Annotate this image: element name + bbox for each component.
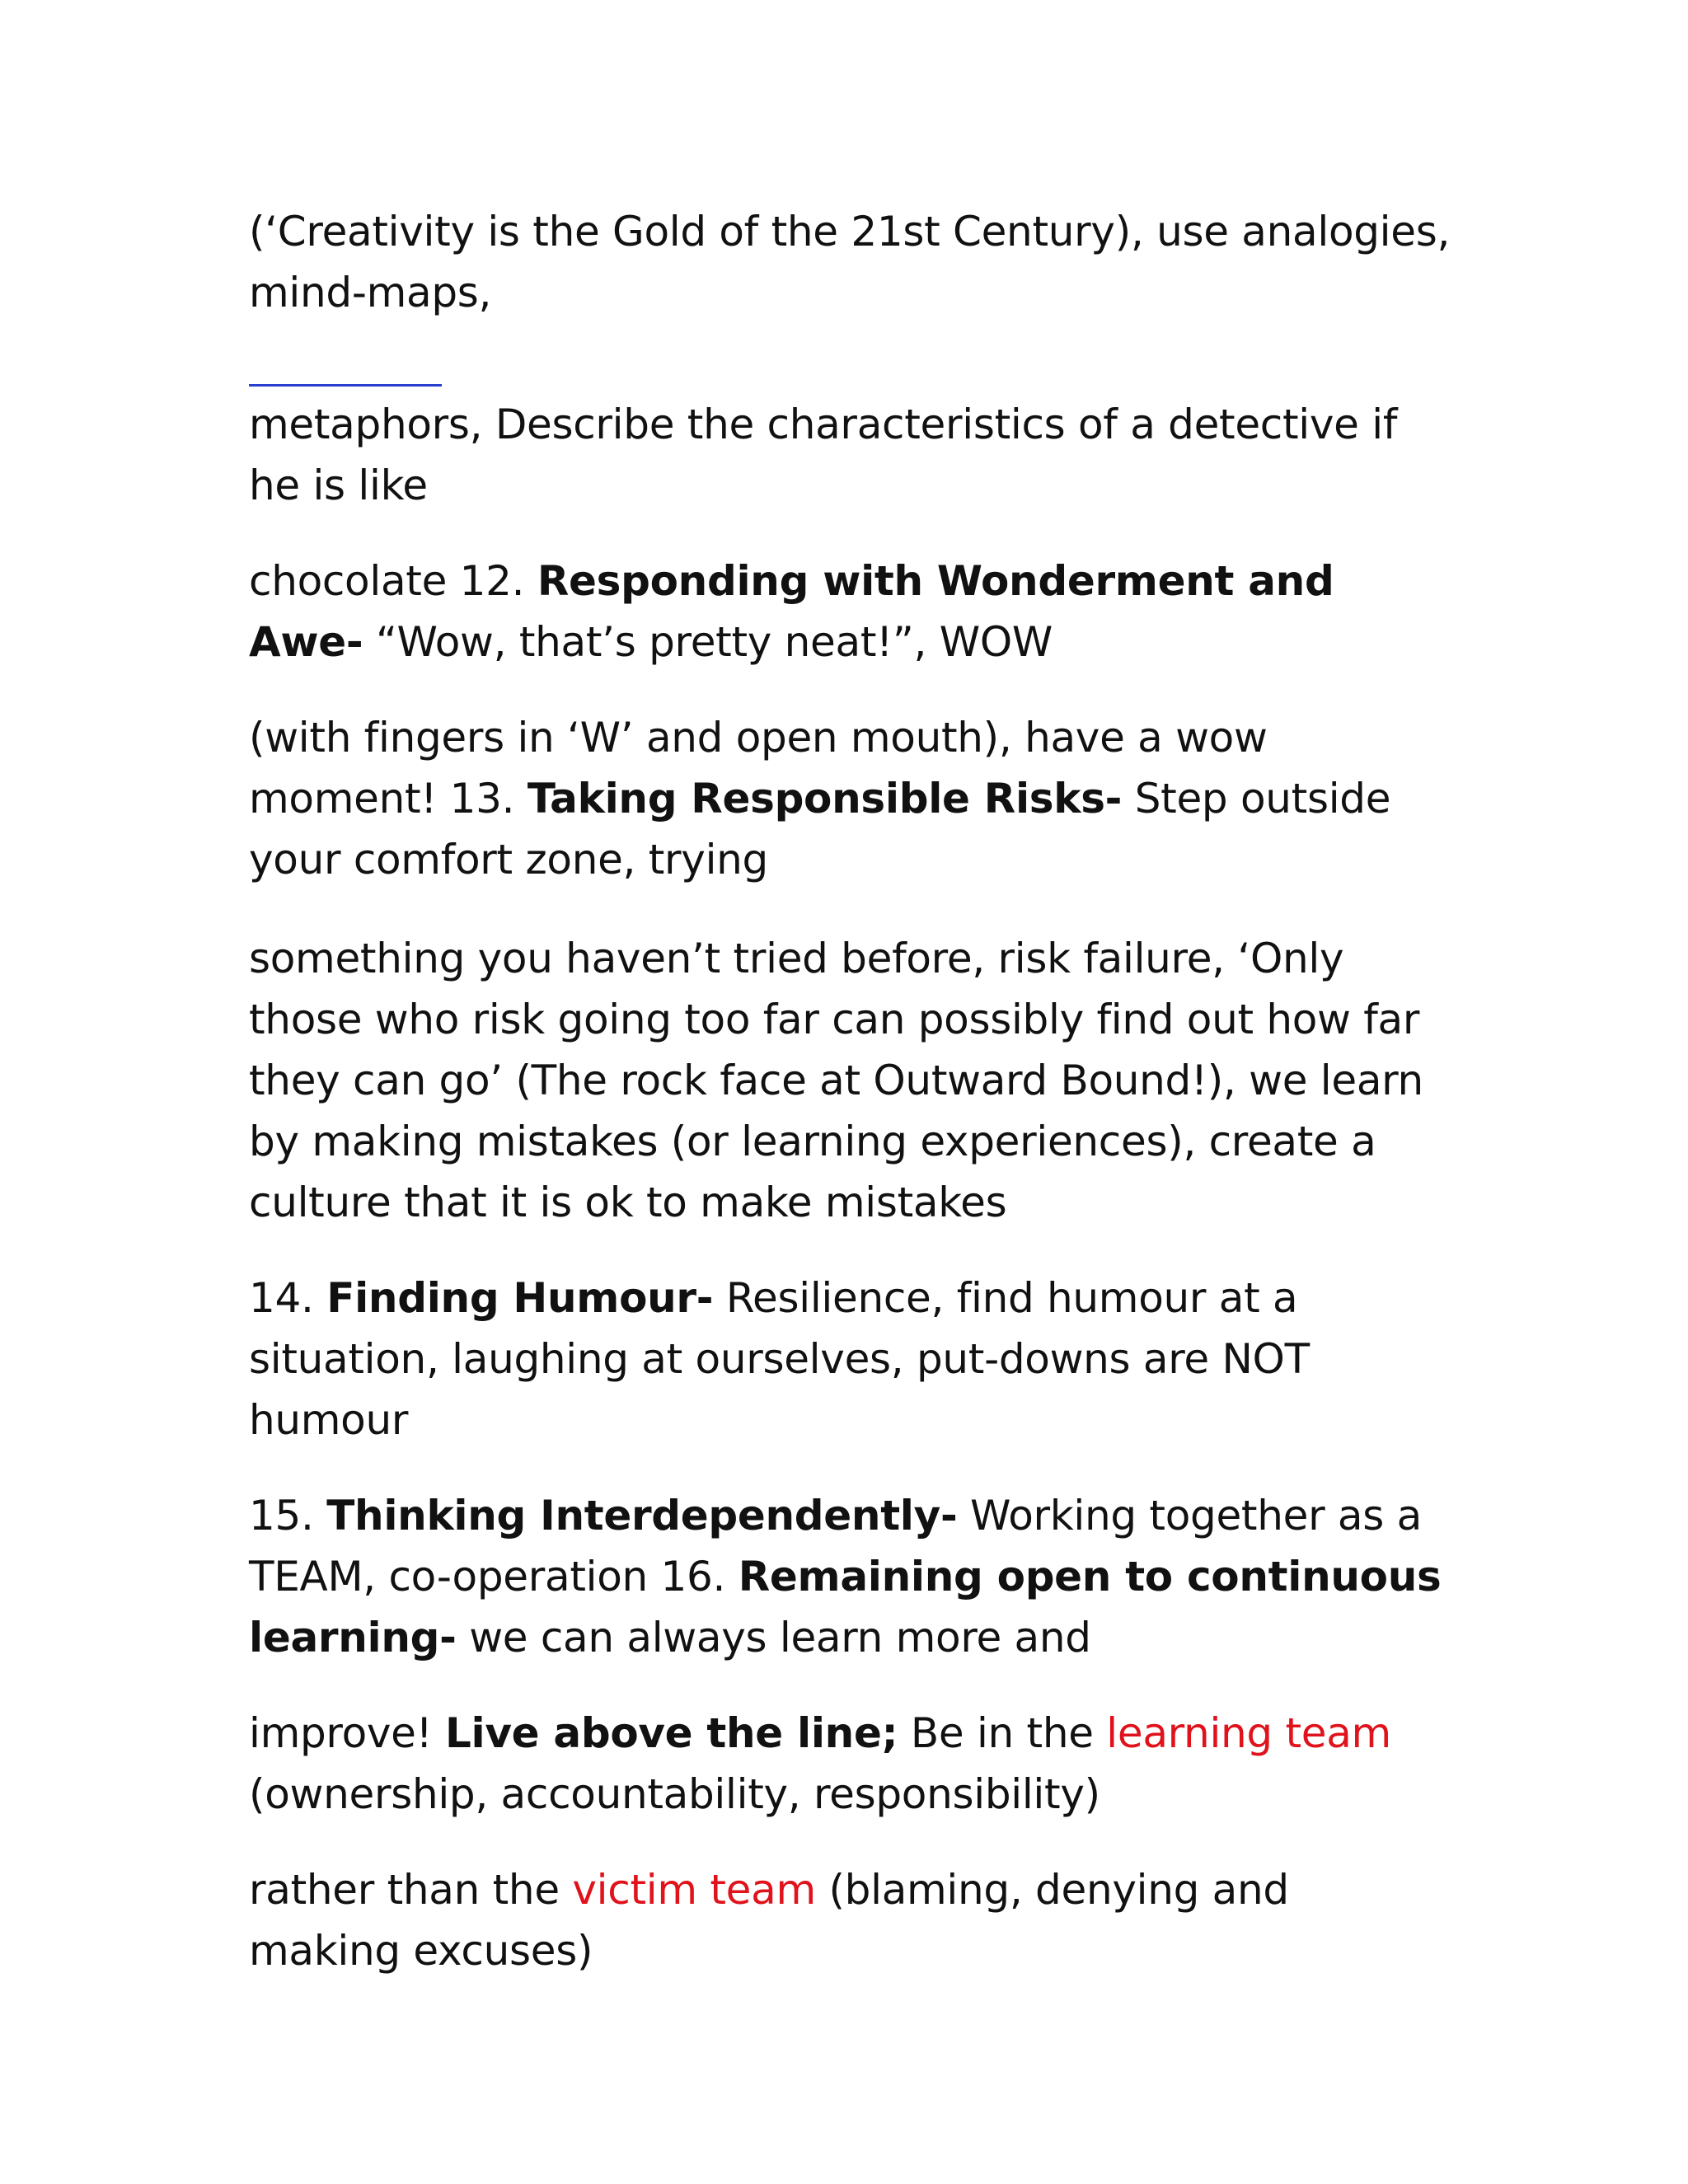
paragraph-interdependently — [249, 1485, 1452, 1668]
heading-continuous-learning: Remaining open to continuous learning- — [249, 1553, 1442, 1661]
paragraph-interdependently-body: Working together as a TEAM, co-operation 16. — [249, 1492, 1422, 1601]
paragraph-humour — [249, 1268, 1452, 1451]
paragraph-above-the-line-mid: Be in the — [898, 1709, 1107, 1757]
paragraph-wonderment — [249, 551, 1452, 673]
paragraph-above-the-line-lead: improve! — [249, 1709, 445, 1757]
paragraph-creativity-text: (‘Creativity is the Gold of the 21st Century), use analogies, mind-maps, — [249, 208, 1451, 316]
paragraph-risks — [249, 707, 1452, 890]
paragraph-humour-lead: 14. — [249, 1274, 327, 1322]
heading-humour: Finding Humour- — [326, 1274, 714, 1322]
paragraph-mistakes — [249, 928, 1452, 1233]
paragraph-continuous-learning-body: we can always learn more and — [456, 1614, 1091, 1661]
paragraph-creativity — [249, 201, 1452, 323]
learning-team-highlight: learning team — [1106, 1709, 1391, 1757]
paragraph-above-the-line — [249, 1703, 1452, 1825]
paragraph-metaphors-text: metaphors, Describe the characteristics of a detective if he is like — [249, 401, 1398, 509]
paragraph-victim-team — [249, 1859, 1452, 1981]
paragraph-wonderment-body: “Wow, that’s pretty neat!”, WOW — [363, 618, 1053, 666]
paragraph-above-the-line-body: (ownership, accountability, responsibility) — [249, 1770, 1100, 1818]
paragraph-risks-lead: (with fingers in ‘W’ and open mouth), have a wow moment! 13. — [249, 714, 1268, 823]
paragraph-wonderment-lead: chocolate 12. — [249, 557, 537, 605]
heading-risks: Taking Responsible Risks- — [527, 775, 1123, 823]
paragraph-victim-team-body: (blaming, denying and making excuses) — [249, 1866, 1289, 1975]
paragraph-humour-body: Resilience, find humour at a situation, laughing at ourselves, put-downs are NOT humour — [249, 1274, 1310, 1444]
victim-team-highlight: victim team — [572, 1866, 816, 1914]
link-underline-rule — [249, 384, 442, 387]
paragraph-risks-body: Step outside your comfort zone, trying — [249, 775, 1391, 883]
heading-interdependently: Thinking Interdependently- — [326, 1492, 958, 1540]
heading-wonderment: Responding with Wonderment and Awe- — [249, 557, 1334, 666]
paragraph-interdependently-lead: 15. — [249, 1492, 327, 1540]
paragraph-metaphors — [249, 394, 1452, 516]
paragraph-mistakes-text: something you haven’t tried before, risk failure, ‘Only those who risk going too far can possibly find out how far they can go’ (The rock face at Outward Bound!), we learn by making mistakes (or learning experiences), create a culture that it is ok to make mistakes — [249, 935, 1423, 1226]
paragraph-victim-team-lead: rather than the — [249, 1866, 573, 1914]
heading-above-the-line: Live above the line; — [444, 1709, 898, 1757]
